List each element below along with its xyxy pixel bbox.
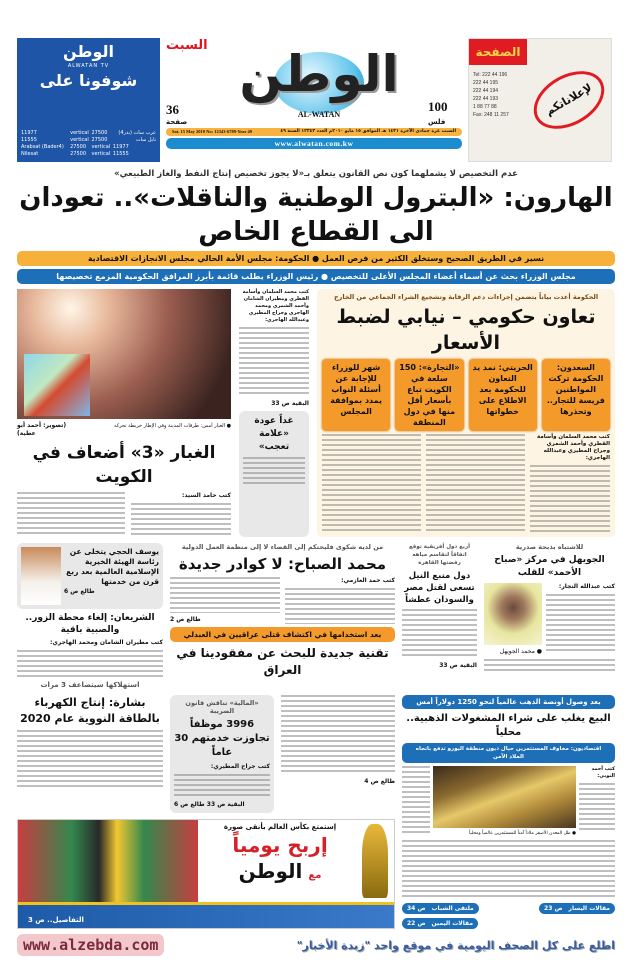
newspaper-logo: الوطن: [239, 45, 399, 103]
sabah-byline: كتب حمد العازمي:: [341, 577, 395, 584]
ads-contact-box: [468, 38, 612, 162]
prices-kicker: الحكومة أعدت بياناً يتضمن إجراءات دعم الرقابة وتشجيع الشراء الجماعي من الخارج: [333, 293, 599, 301]
dust-headline[interactable]: الغبار «3» أضعاف في الكويت: [32, 443, 216, 487]
trophy-icon: [362, 824, 388, 898]
tv-frequency-table: 11977 vertical 27500 عرب سات (بدر4) 11555 vertical 27500 نايل سات Arabsat (Bader4) 27500 vertical 11977 Nilesat 27500 vertical 11555: [21, 130, 156, 157]
juwaihel-headline[interactable]: الجويهل في مركز «صباح الأحمد» للقلب: [494, 555, 605, 578]
finance-continued: البقية ص 33 طالع ص 6: [174, 801, 245, 808]
dust-credit: (تصوير: أحمد أبو عطية): [17, 422, 67, 437]
shuraian-headline[interactable]: الشريعان: إلغاء محطة الزور.. والصبية باقية: [25, 613, 155, 635]
masthead: [166, 38, 462, 149]
logo-latin: AL-WATAN: [297, 110, 341, 119]
lead-byline: كتب محمد السلمان وأسامة القطري ومطيران الشامان وأحمد الشمري ومحمد الهاجري وجراح المطيري وعبدالله الهاجري:: [242, 289, 309, 323]
prices-box-1: السعدون: الحكومة تركت المواطنين فريسة للتجار.. وتحذرها: [542, 359, 610, 431]
gold-byline: كتب أحمد النوبي:: [591, 766, 615, 779]
column-promo-body: [243, 457, 305, 487]
dust-body-left: [17, 492, 125, 536]
prices-body-3: [322, 434, 421, 533]
row-middle-stories: [17, 543, 615, 689]
prices-byline: كتب محمد السلمان وأسامة القطري وأحمد الشمري وجراح المطيري وعبدالله الهاجري:: [536, 434, 610, 461]
prices-body-2: [426, 434, 525, 533]
gold-photo: [433, 766, 576, 828]
header-row: [17, 38, 615, 163]
worldcup-details: التفاصيل.. ص 3: [28, 916, 84, 924]
lead-bar-orange: نسير في الطريق الصحيح وستخلق الكثير من فرص العمل ● الحكومة: مجلس الأمة الحالي مجلس الانجازات الاقتصادية: [17, 251, 615, 266]
shuraian-body: [17, 650, 163, 678]
column-promo-box[interactable]: [239, 411, 309, 537]
sabah-kicker: من لديه شكوى فليحتكم إلى القضاء لا إلى منظمة العمل الدولية: [181, 543, 384, 551]
tv-headline: شوفونا على: [39, 71, 138, 90]
worldcup-ad[interactable]: [17, 819, 395, 929]
left-column-stories: [17, 543, 163, 689]
hajji-continued: طالع ص 6: [64, 588, 95, 595]
nile-headline[interactable]: دول منبع النيل تسعى لقتل مصر والسودان عطشاً: [404, 571, 475, 605]
finance-body: [174, 774, 270, 798]
tv-ad[interactable]: [17, 38, 160, 162]
iraq-continued[interactable]: طالع ص 4: [364, 778, 395, 785]
prices-box-4: شهر للوزراء للإجابة عن أسئلة النواب يمدد بموافقة المجلس: [322, 359, 390, 431]
index-item-right-articles[interactable]: مقالات اليمين ص 22: [402, 918, 478, 929]
lead-column: [239, 289, 309, 537]
page-count-label: صفحة: [166, 118, 188, 126]
nile-story: [402, 543, 477, 670]
finance-box[interactable]: [170, 695, 274, 813]
sabah-body-right: [285, 588, 395, 624]
juwaihel-kicker: للاشتباه بذبحة صدرية: [515, 543, 584, 551]
fans-image: [18, 820, 198, 902]
date-arabic: السبت غرة جمادى الآخرة ١٤٣١ هـ الموافق ١٥ مايو ٢٠١٠م العدد ١٢٣٤٣ السنة ٤٩: [280, 129, 456, 134]
date-english: Sat. 15 May 2010 No: 12343-6789-Year 49: [172, 129, 253, 134]
gold-body-bottom: [402, 840, 615, 900]
finance-kicker: «المالية» تناقش قانون الضريبة: [185, 699, 259, 715]
row-bottom: [17, 695, 615, 929]
ads-slogan: لإعلاناتكم: [524, 59, 615, 140]
juwaihel-photo-caption: ● محمد الجويهل: [499, 648, 542, 655]
dust-byline: كتب حامد السيد:: [182, 492, 231, 499]
sabah-body-left: [170, 577, 280, 613]
gold-bar-2: اقتصاديون: مخاوف المستثمرين حيال ديون منطقة اليورو تدفع باتجاه الملاذ الآمن: [402, 743, 615, 763]
page-count: 36: [166, 102, 179, 117]
alzebda-url[interactable]: www.alzebda.com: [17, 934, 164, 956]
day-label: السبت: [166, 38, 208, 53]
iraq-body: [281, 695, 395, 775]
worldcup-kicker: إستمتع بكأس العالم بأنقى صورة: [223, 823, 337, 831]
nile-kicker: أربع دول أفريقية توقع اتفاقاً لتقاسم مياهه رفضتها القاهرة: [408, 544, 470, 566]
dust-caption: ● الغبار أمس: طرقات المدينة وفي الإطار خريطة تحركه: [114, 423, 231, 429]
nuclear-kicker: استهلاكها سيتضاعف 3 مرات: [40, 681, 140, 689]
nuclear-story: [17, 695, 163, 790]
gold-bar: بعد وصول أونصة الذهب عالمياً لنحو 1250 دولاراً أمس: [402, 695, 615, 709]
dust-story: [17, 289, 231, 537]
sabah-continued[interactable]: طالع ص 2: [170, 616, 201, 623]
juwaihel-byline: كتب عبدالله النجار:: [558, 583, 615, 590]
juwaihel-story: [484, 543, 615, 673]
sabah-headline[interactable]: محمد الصباح: لا كوادر جديدة: [178, 555, 387, 573]
shuraian-byline: كتب مطيران الشامان ومحمد الهاجري:: [49, 639, 163, 646]
ads-title: الصفحة: [469, 39, 527, 65]
iraq-headline[interactable]: تقنية جديدة للبحث عن مفقودينا في العراق: [176, 646, 389, 677]
dust-map-inset: [24, 354, 90, 416]
price: 100: [428, 99, 448, 114]
ads-phones: Tel: 222 44 196 222 44 195 222 44 194 222 44 193 1 88 77 88 Fax: 248 11 257: [473, 72, 509, 118]
gold-body-left: [402, 766, 430, 836]
date-bar: [166, 128, 462, 136]
finance-byline: كتب جراح المطيري:: [210, 763, 270, 770]
juwaihel-photo: [484, 583, 542, 645]
gold-story: [402, 695, 615, 929]
nuclear-body: [17, 730, 163, 790]
index-item-youth-forum[interactable]: ملتقى الشباب ص 34: [402, 903, 479, 914]
index-item-left-articles[interactable]: مقالات اليسار ص 23: [539, 903, 615, 914]
tv-logo: الوطن: [63, 42, 114, 61]
juwaihel-body-bottom: [484, 659, 615, 673]
gold-photo-caption: ● ظل المعدن الأصفر ملاذاً آمناً للمستثمرين عالمياً ومحلياً: [469, 831, 576, 836]
worldcup-with: مع: [308, 870, 322, 881]
lead-body-column: [239, 327, 309, 397]
worldcup-headline: إربح يومياً: [232, 833, 328, 857]
iraq-body-column: [281, 695, 395, 786]
hajji-photo: [21, 547, 61, 605]
prices-box-2: الحريتي: نمد يد التعاون للحكومة بعد الاطلاع على خطواتها: [469, 359, 537, 431]
nile-body: [402, 609, 477, 659]
dust-photo: [17, 289, 231, 419]
gold-headline[interactable]: البيع يغلب على شراء المشغولات الذهبية.. محلياً: [406, 713, 611, 738]
footer-banner: [17, 934, 615, 956]
prices-body-1: [530, 465, 610, 533]
lead-bar-blue: مجلس الوزراء بحث عن أسماء أعضاء المجلس الأعلى للتخصيص ● رئيس الوزراء يطلب قائمة بأبرز المرافق الحكومية المزمع تخصيصها: [17, 269, 615, 284]
worldcup-footer-bar: [18, 902, 394, 928]
alzebda-slogan: اطلع على كل الصحف اليومية في موقع واحد "زبدة الأخبار": [296, 938, 615, 952]
tv-sub: ALWATAN TV: [67, 63, 110, 69]
lead-headline[interactable]: الهارون: «البترول الوطنية والناقلات».. تعودان الى القطاع الخاص: [19, 183, 613, 247]
price-label: فلس: [428, 118, 446, 126]
nuclear-headline[interactable]: بشارة: إنتاج الكهرباء بالطاقة النووية عام 2020: [20, 696, 160, 725]
iraq-bar: بعد استخدامها في اكتشاف قتلى عراقيين في العبدلي: [170, 627, 395, 642]
lead-kicker: عدم التخصيص لا يشملهما كون نص القانون يتعلق بـ«لا يجوز تخصيص إنتاج النفط والغاز الطبيعي»: [114, 169, 518, 179]
column-promo-headline: غداً عودة «علامة تعجب»: [254, 416, 294, 452]
sabah-story: [170, 543, 395, 679]
gold-body-right: [579, 783, 615, 833]
dust-body-right: [131, 503, 231, 537]
prices-headline[interactable]: تعاون حكومي – نيابي لضبط الأسعار: [336, 306, 596, 354]
logo-area: [214, 38, 424, 126]
prices-story: [317, 289, 615, 537]
hajji-headline: يوسف الحجي يتخلى عن رئاسة الهيئة الخيرية الإسلامية العالمية بعد ربع قرن من خدمتها: [66, 547, 159, 586]
worldcup-logo: الوطن: [238, 859, 303, 883]
hajji-box[interactable]: [17, 543, 163, 609]
nile-continued[interactable]: البقية ص 33: [439, 662, 477, 669]
website-url[interactable]: www.alwatan.com.kw: [166, 138, 462, 149]
finance-headline: 3996 موظفاً تجاوزت خدمتهم 30 عاماً: [174, 719, 270, 758]
lead-continued[interactable]: البقية ص 33: [271, 400, 309, 407]
juwaihel-body: [546, 594, 615, 654]
prices-box-3: «التجارة»: 150 سلعة في الكويت تباع بأسعار أقل منها في دول المنطقة: [395, 359, 463, 431]
row-top-stories: [17, 289, 615, 537]
